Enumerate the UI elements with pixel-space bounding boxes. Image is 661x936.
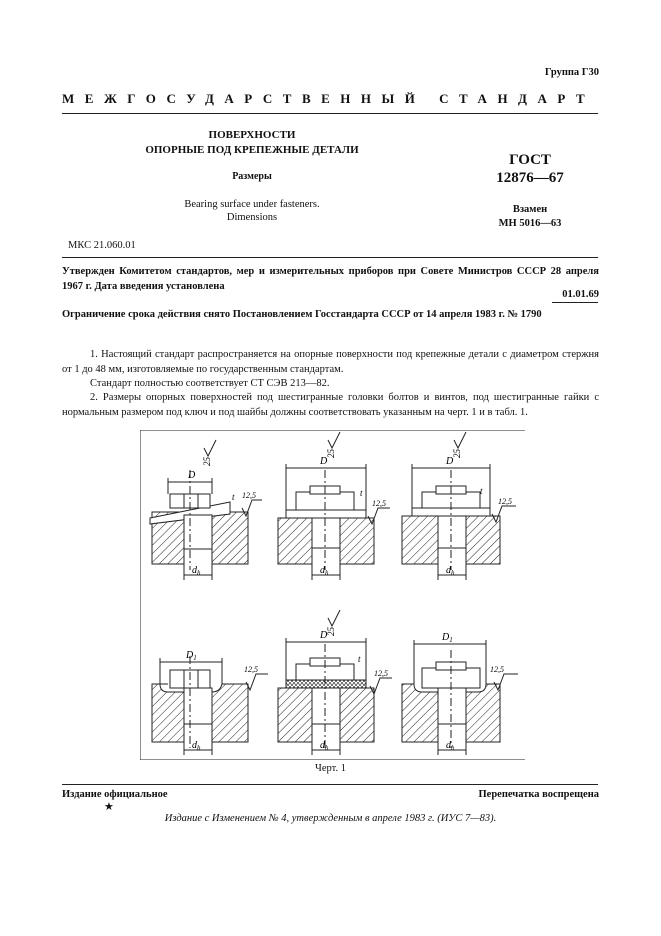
gost-label: ГОСТ (509, 152, 551, 168)
doc-subtitle: Размеры (232, 171, 272, 182)
roughness-125-2d: 12,5 (244, 665, 258, 674)
label-t-2e: t (358, 654, 361, 664)
gost-replaces (460, 203, 600, 231)
intro-date: 01.01.69 (562, 289, 599, 300)
star-icon: ★ (104, 801, 114, 813)
roughness-25-1b: 25 (326, 449, 336, 458)
fig-1b (278, 432, 390, 580)
doc-title-en (62, 198, 442, 224)
roughness-125-1a: 12,5 (242, 491, 256, 500)
label-t-1a: t (232, 492, 235, 502)
title-en-line2: Dimensions (226, 212, 278, 223)
edition-note: Издание с Изменением № 4, утвержденным в апреле 1983 г. (ИУС 7—83). (164, 813, 497, 824)
label-dh-2f: $d_h$ (446, 740, 455, 752)
gost-number-block (460, 151, 600, 187)
fig-1a (150, 440, 262, 580)
replace-number: МН 5016—63 (498, 218, 562, 229)
approved-text: Утвержден Комитетом стандартов, мер и измерительных приборов при Совете Министров СССР 28 апреля 1967 г. Дата введения установлена (62, 266, 599, 292)
label-D1-2d: $D_1$ (186, 650, 197, 662)
title-line1: ПОВЕРХНОСТИ (208, 129, 296, 141)
roughness-125-1b: 12,5 (372, 499, 386, 508)
paragraph-2: 2. Размеры опорных поверхностей под шестигранные головки болтов и винтов, под шестигранные гайки с нормальным размером под ключ и под шайбы должны соответствовать указанным на черт. 1 и в табл. 1. (62, 392, 599, 418)
fig-2e (278, 610, 392, 755)
footer-reprint: Перепечатка воспрещена (478, 789, 599, 800)
replace-label: Взамен (512, 204, 548, 215)
footer-divider (62, 784, 598, 785)
group-code: Группа Г30 (544, 67, 599, 78)
gost-number: 12876—67 (496, 170, 564, 186)
label-dh-2d: $d_h$ (192, 740, 201, 752)
date-underline (552, 302, 598, 303)
label-t-1b: t (360, 488, 363, 498)
title-en-line1: Bearing surface under fasteners. (184, 199, 320, 210)
roughness-125-1c: 12,5 (498, 497, 512, 506)
label-t-1c: t (480, 486, 483, 496)
label-D-1c: D (446, 456, 454, 467)
header-title: МЕЖГОСУДАРСТВЕННЫЙ СТАНДАРТ (62, 91, 596, 106)
roughness-25-1a: 25 (202, 457, 212, 466)
mks-code: МКС 21.060.01 (68, 240, 136, 251)
title-line2: ОПОРНЫЕ ПОД КРЕПЕЖНЫЕ ДЕТАЛИ (145, 144, 359, 156)
label-dh-1a: $d_h$ (192, 565, 201, 577)
label-dh-2e: $d_h$ (320, 740, 329, 752)
label-D-1a: D (188, 470, 196, 481)
fig-1c (402, 432, 516, 580)
title-divider (62, 257, 598, 258)
paragraph-1: 1. Настоящий стандарт распространяется на опорные поверхности под крепежные детали с диаметром стержня от 1 до 48 мм, изготовляемые по государственным стандартам. (62, 349, 599, 375)
footer-official: Издание официальное (62, 789, 168, 800)
header-divider (62, 113, 598, 114)
roughness-125-2f: 12,5 (490, 665, 504, 674)
roughness-25-1c: 25 (452, 449, 462, 458)
figure-caption: Черт. 1 (315, 763, 346, 774)
fig-2f (402, 632, 518, 755)
fig-2d (152, 650, 268, 755)
figure-drawing (140, 430, 525, 760)
paragraph-1b: Стандарт полностью соответствует СТ СЭВ 213—82. (90, 378, 330, 389)
label-dh-1c: $d_h$ (446, 565, 455, 577)
label-D1-2f: $D_1$ (442, 632, 453, 644)
doc-title (62, 128, 442, 158)
restriction-text: Ограничение срока действия снято Постановлением Госстандарта СССР от 14 апреля 1983 г. № 1790 (62, 309, 542, 320)
roughness-25-2e: 25 (326, 627, 336, 636)
roughness-125-2e: 12,5 (374, 669, 388, 678)
label-dh-1b: $d_h$ (320, 565, 329, 577)
label-D-2e: D (320, 630, 328, 641)
label-D-1b: D (320, 456, 328, 467)
